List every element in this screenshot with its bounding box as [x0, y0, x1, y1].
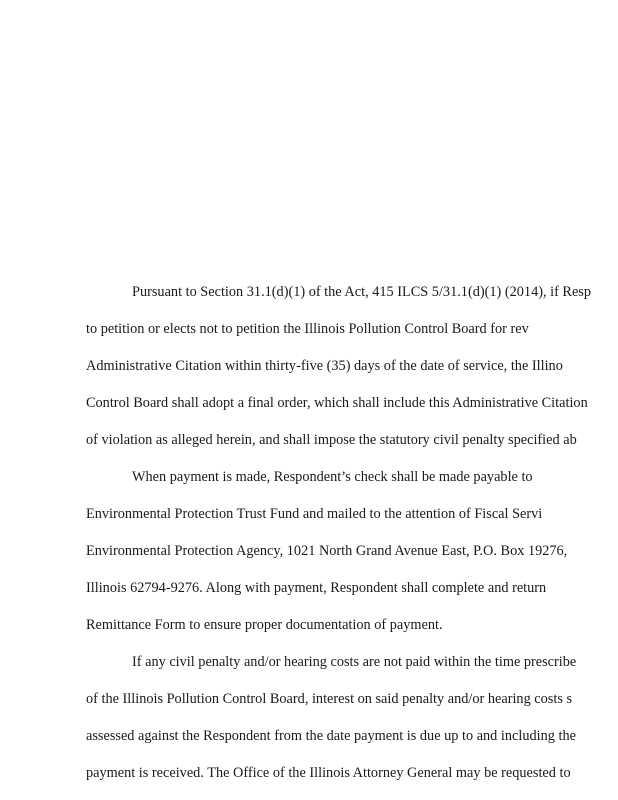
text-line: Environmental Protection Trust Fund and mailed to the attention of Fiscal Servi	[86, 506, 543, 522]
text-line: of violation as alleged herein, and shall impose the statutory civil penalty specified ab	[86, 432, 577, 448]
text-line: to petition or elects not to petition the Illinois Pollution Control Board for rev	[86, 321, 529, 337]
text-line: Pursuant to Section 31.1(d)(1) of the Act, 415 ILCS 5/31.1(d)(1) (2014), if Resp	[132, 284, 592, 300]
paragraph-section-31-1	[86, 281, 618, 466]
paragraph-payment	[86, 466, 618, 651]
paragraph-interest	[86, 651, 618, 799]
text-line: of the Illinois Pollution Control Board, interest on said penalty and/or hearing costs s	[86, 691, 573, 707]
text-line: If any civil penalty and/or hearing costs are not paid within the time prescribe	[132, 654, 577, 670]
text-line: assessed against the Respondent from the date payment is due up to and including the	[86, 728, 576, 744]
text-line: Administrative Citation within thirty-five (35) days of the date of service, the Illino	[86, 358, 563, 374]
text-line: Remittance Form to ensure proper documentation of payment.	[86, 617, 443, 633]
text-line: payment is received. The Office of the Illinois Attorney General may be requested to	[86, 765, 571, 781]
text-line: Illinois 62794-9276. Along with payment, Respondent shall complete and return	[86, 580, 547, 596]
text-line: When payment is made, Respondent’s check shall be made payable to	[132, 469, 533, 485]
text-line: Environmental Protection Agency, 1021 North Grand Avenue East, P.O. Box 19276,	[86, 543, 568, 559]
text-line: Control Board shall adopt a final order, which shall include this Administrative Citation	[86, 395, 588, 411]
document-body	[86, 281, 618, 799]
